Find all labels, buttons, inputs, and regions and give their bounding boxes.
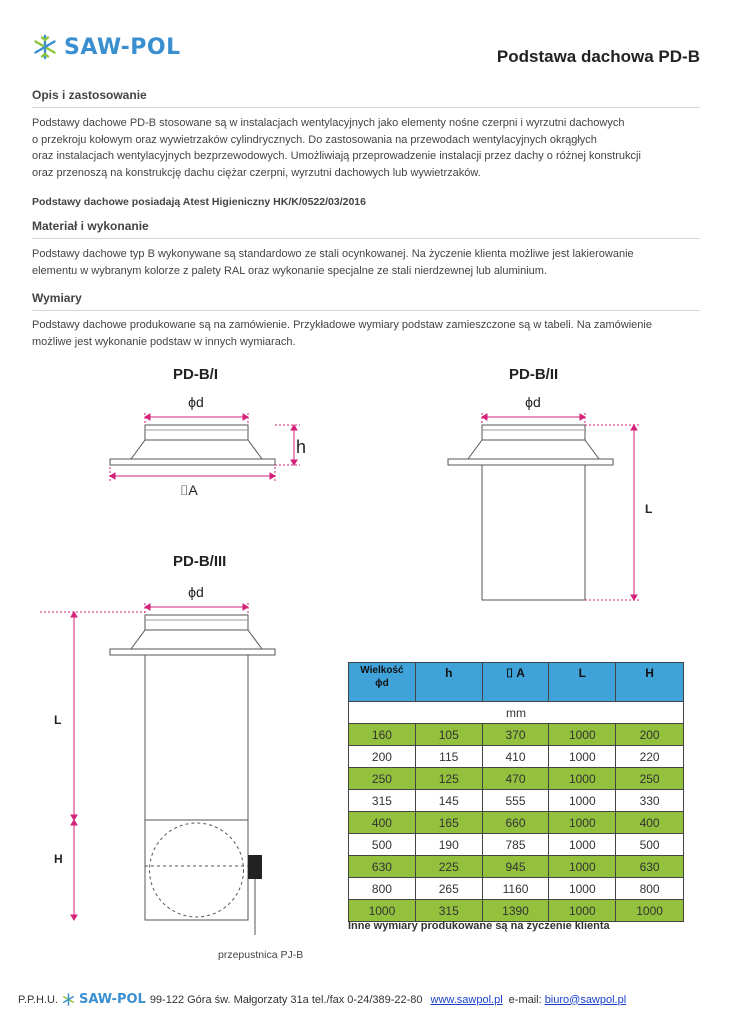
- table-cell: 1000: [549, 878, 616, 900]
- table-cell: 1000: [549, 812, 616, 834]
- divider: [32, 238, 700, 239]
- table-row: [349, 900, 684, 922]
- dim-label-d: ϕd: [525, 394, 541, 410]
- table-cell: 500: [616, 834, 684, 856]
- table-cell: 800: [616, 878, 684, 900]
- text-line: elementu w wybranym kolorze z palety RAL oraz wykonanie specjalne ze stali nierdzewnej lub aluminium.: [32, 264, 548, 277]
- table-note: Inne wymiary produkowane są na życzenie klienta: [348, 920, 610, 932]
- table-header-row: [349, 663, 684, 702]
- footer-company-prefix: P.P.H.U.: [18, 993, 58, 1006]
- header-a: ⌷ A: [482, 663, 549, 702]
- table-cell: 200: [616, 724, 684, 746]
- table-cell: 200: [349, 746, 416, 768]
- table-cell: 115: [415, 746, 482, 768]
- table-cell: 190: [415, 834, 482, 856]
- table-row: [349, 856, 684, 878]
- table-row: [349, 834, 684, 856]
- table-cell: 265: [415, 878, 482, 900]
- table-cell: 250: [616, 768, 684, 790]
- table-row: [349, 878, 684, 900]
- table-cell: 630: [616, 856, 684, 878]
- header-l: L: [549, 663, 616, 702]
- dim-label-l: L: [645, 502, 653, 516]
- table-cell: 660: [482, 812, 549, 834]
- header-text: ϕd: [375, 678, 389, 689]
- table-cell: 1000: [349, 900, 416, 922]
- diagram-title-pdb2: PD-B/II: [509, 366, 559, 383]
- footer-email-label: e-mail:: [508, 993, 542, 1006]
- table-cell: 145: [415, 790, 482, 812]
- table-cell: 800: [349, 878, 416, 900]
- table-cell: 1000: [549, 790, 616, 812]
- table-cell: 785: [482, 834, 549, 856]
- paragraph-material: [32, 246, 702, 279]
- table-cell: 945: [482, 856, 549, 878]
- table-cell: 500: [349, 834, 416, 856]
- section-heading-wymiary: Wymiary: [32, 291, 82, 305]
- table-cell: 125: [415, 768, 482, 790]
- unit-cell: mm: [349, 702, 684, 724]
- table-cell: 1000: [549, 724, 616, 746]
- table-cell: 1000: [616, 900, 684, 922]
- table-cell: 410: [482, 746, 549, 768]
- table-cell: 330: [616, 790, 684, 812]
- logo: [32, 34, 181, 60]
- header-size: [349, 663, 416, 702]
- table-cell: 1000: [549, 746, 616, 768]
- footer-brand: SAW-POL: [78, 992, 146, 1007]
- table-cell: 160: [349, 724, 416, 746]
- diagram-pdb2: [440, 385, 670, 610]
- diagram-title-pdb1: PD-B/I: [173, 366, 218, 383]
- footer-email-link[interactable]: biuro@sawpol.pl: [544, 993, 627, 1006]
- paragraph-wymiary: [32, 317, 702, 350]
- diagram-pdb3: [40, 575, 330, 965]
- damper-label: przepustnica PJ-B: [218, 949, 304, 961]
- table-cell: 1000: [549, 768, 616, 790]
- header-hh: H: [616, 663, 684, 702]
- divider: [32, 107, 700, 108]
- table-cell: 315: [349, 790, 416, 812]
- table-cell: 1390: [482, 900, 549, 922]
- footer-address: 99-122 Góra św. Małgorzaty 31a tel./fax 0-24/389-22-80: [149, 993, 423, 1006]
- table-cell: 250: [349, 768, 416, 790]
- paragraph-opis: [32, 115, 702, 181]
- table-row: [349, 768, 684, 790]
- section-heading-material: Materiał i wykonanie: [32, 219, 149, 233]
- header-h: h: [415, 663, 482, 702]
- table-cell: 220: [616, 746, 684, 768]
- diagram-pdb1: [100, 385, 320, 510]
- unit-row: [349, 702, 684, 724]
- table-row: [349, 746, 684, 768]
- dim-label-l: L: [54, 713, 62, 727]
- dim-label-h: h: [296, 437, 307, 457]
- snowflake-logo-icon: [32, 34, 58, 60]
- dim-label-d: ϕd: [188, 394, 204, 410]
- text-line: Podstawy dachowe typ B wykonywane są standardowo ze stali ocynkowanej. Na życzenie klienta możliwe jest lakierowanie: [32, 248, 634, 260]
- table-cell: 225: [415, 856, 482, 878]
- text-line: Podstawy dachowe PD-B stosowane są w instalacjach wentylacyjnych jako elementy nośne czerpni i wyrzutni dachowych: [32, 117, 625, 129]
- footer-website-link[interactable]: www.sawpol.pl: [430, 993, 503, 1006]
- table-cell: 1000: [549, 856, 616, 878]
- text-line: o przekroju kołowym oraz wywietrzaków cylindrycznych. Do zastosowania na przewodach wentylacyjnych okrągłych: [32, 133, 597, 146]
- divider: [32, 310, 700, 311]
- table-cell: 400: [616, 812, 684, 834]
- diagram-title-pdb3: PD-B/III: [173, 553, 227, 570]
- table-cell: 1160: [482, 878, 549, 900]
- table-row: [349, 724, 684, 746]
- section-heading-opis: Opis i zastosowanie: [32, 88, 147, 102]
- dim-label-h: H: [54, 852, 63, 866]
- table-cell: 630: [349, 856, 416, 878]
- footer: [18, 992, 626, 1007]
- text-line: oraz przenoszą na konstrukcję dachu ciężar czerpni, wyrzutni dachowych lub wywietrzaków.: [32, 166, 481, 179]
- text-line: Podstawy dachowe produkowane są na zamówienie. Przykładowe wymiary podstaw zamieszczone są w tabeli. Na zamówienie: [32, 319, 652, 331]
- table-cell: 370: [482, 724, 549, 746]
- table-cell: 105: [415, 724, 482, 746]
- table-cell: 315: [415, 900, 482, 922]
- table-cell: 1000: [549, 900, 616, 922]
- dim-label-a: ⌷A: [180, 482, 198, 498]
- header-text: Wielkość: [360, 665, 404, 676]
- dim-label-d: ϕd: [188, 584, 204, 600]
- snowflake-footer-icon: [62, 993, 75, 1006]
- page-title: Podstawa dachowa PD-B: [496, 47, 700, 66]
- table-cell: 165: [415, 812, 482, 834]
- table-cell: 470: [482, 768, 549, 790]
- table-row: [349, 812, 684, 834]
- dimensions-table: [348, 662, 684, 922]
- text-line: oraz instalacjach wentylacyjnych bezprzewodowych. Umożliwiają przeprowadzenie instalacji przez dachy o różnej konstrukcji: [32, 150, 641, 162]
- brand-name: SAW-POL: [64, 34, 181, 60]
- table-cell: 400: [349, 812, 416, 834]
- table-cell: 555: [482, 790, 549, 812]
- text-line: możliwe jest wykonanie podstaw w innych wymiarach.: [32, 335, 296, 348]
- table-row: [349, 790, 684, 812]
- table-cell: 1000: [549, 834, 616, 856]
- atest-note: Podstawy dachowe posiadają Atest Higieniczny HK/K/0522/03/2016: [32, 196, 366, 208]
